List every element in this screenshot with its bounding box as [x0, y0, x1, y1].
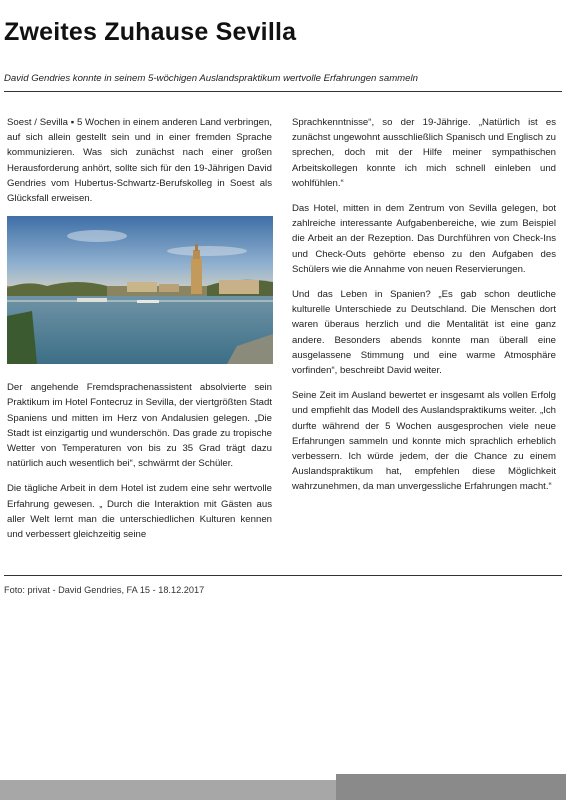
article-title: Zweites Zuhause Sevilla	[4, 18, 297, 46]
caption-divider	[4, 575, 562, 576]
paragraph-culture: Und das Leben in Spanien? „Es gab schon deutliche kulturelle Unterschiede zu Deutschland. Die Menschen dort waren überaus herzlich und die Mentalität ist eine ganz andere. Besonders abends konnte man überall eine ausgelassene Stimmung und eine warme Atmosphäre vorfinden“, beschreibt David weiter.	[292, 289, 556, 377]
paragraph-hotel: Das Hotel, mitten in dem Zentrum von Sevilla gelegen, bot zahlreiche interessante Aufgabenbereiche, wie zum Beispiel die Arbeit an der Rezeption. Das Durchführen von Check-Ins und Check-Outs gehörte ebenso zu den Aufgaben des Schülers wie die Annahme von neuen Reservierungen.	[292, 203, 556, 275]
paragraph-intro: Soest / Sevilla ▪ 5 Wochen in einem anderen Land verbringen, auf sich allein gestellt sein und in einer fremden Sprache kommunizieren. Was sich zunächst nach einer großen Herausforderung anhört, sollte sich für den 19-Jährigen David Gendries vom Hubertus-Schwartz-Berufskolleg in Soest als Glücksfall erweisen.	[7, 117, 272, 205]
sevilla-river-photo	[7, 216, 273, 364]
article-subtitle: David Gendries konnte in seinem 5-wöchigen Auslandspraktikum wertvolle Erfahrungen sammeln	[4, 73, 418, 84]
paragraph-daily-work: Die tägliche Arbeit in dem Hotel ist zudem eine sehr wertvolle Erfahrung gewesen. „ Durch die Interaktion mit Gästen aus aller Welt lernt man die unterschiedlichen Kulturen kennen und verbessert gleichzeitig seine	[7, 483, 272, 541]
footer-bar-right	[336, 774, 566, 800]
footer-bar-left	[0, 780, 336, 800]
paragraph-language: Sprachkenntnisse“, so der 19-Jährige. „Natürlich ist es zunächst ungewohnt ausschließlich Spanisch und Englisch zu sprechen, doch mit der Hilfe meiner sympathischen Arbeitskollegen konnte ich mich schnell einleben und wohlfühlen.“	[292, 117, 556, 189]
right-column	[292, 115, 556, 505]
left-column	[7, 115, 272, 552]
paragraph-conclusion: Seine Zeit im Ausland bewertet er insgesamt als vollen Erfolg und empfiehlt das Modell des Auslandspraktikums weiter. „Ich durfte während der 5 Wochen ausgesprochen viele neue Erfahrungen sammeln und konnte mich sprachlich erheblich verbessern. Ich würde jedem, der die Chance zu einem Auslandspraktikum hat, empfehlen diese Möglichkeit wahrzunehmen, da man unvergessliche Erfahrungen macht.“	[292, 390, 556, 493]
header-divider	[4, 91, 562, 92]
paragraph-internship: Der angehende Fremdsprachenassistent absolvierte sein Praktikum im Hotel Fontecruz in Sevilla, der viertgrößten Stadt Spaniens und mitten im Herz von Andalusien gelegen. „Die Stadt ist einzigartig und wunderschön. Das grade zu tropische Wetter von Temperaturen von bis zu 35 Grad trägt dazu natürlich auch wesentlich bei“, schwärmt der Schüler.	[7, 382, 272, 470]
photo-caption: Foto: privat - David Gendries, FA 15 - 18.12.2017	[4, 585, 205, 595]
